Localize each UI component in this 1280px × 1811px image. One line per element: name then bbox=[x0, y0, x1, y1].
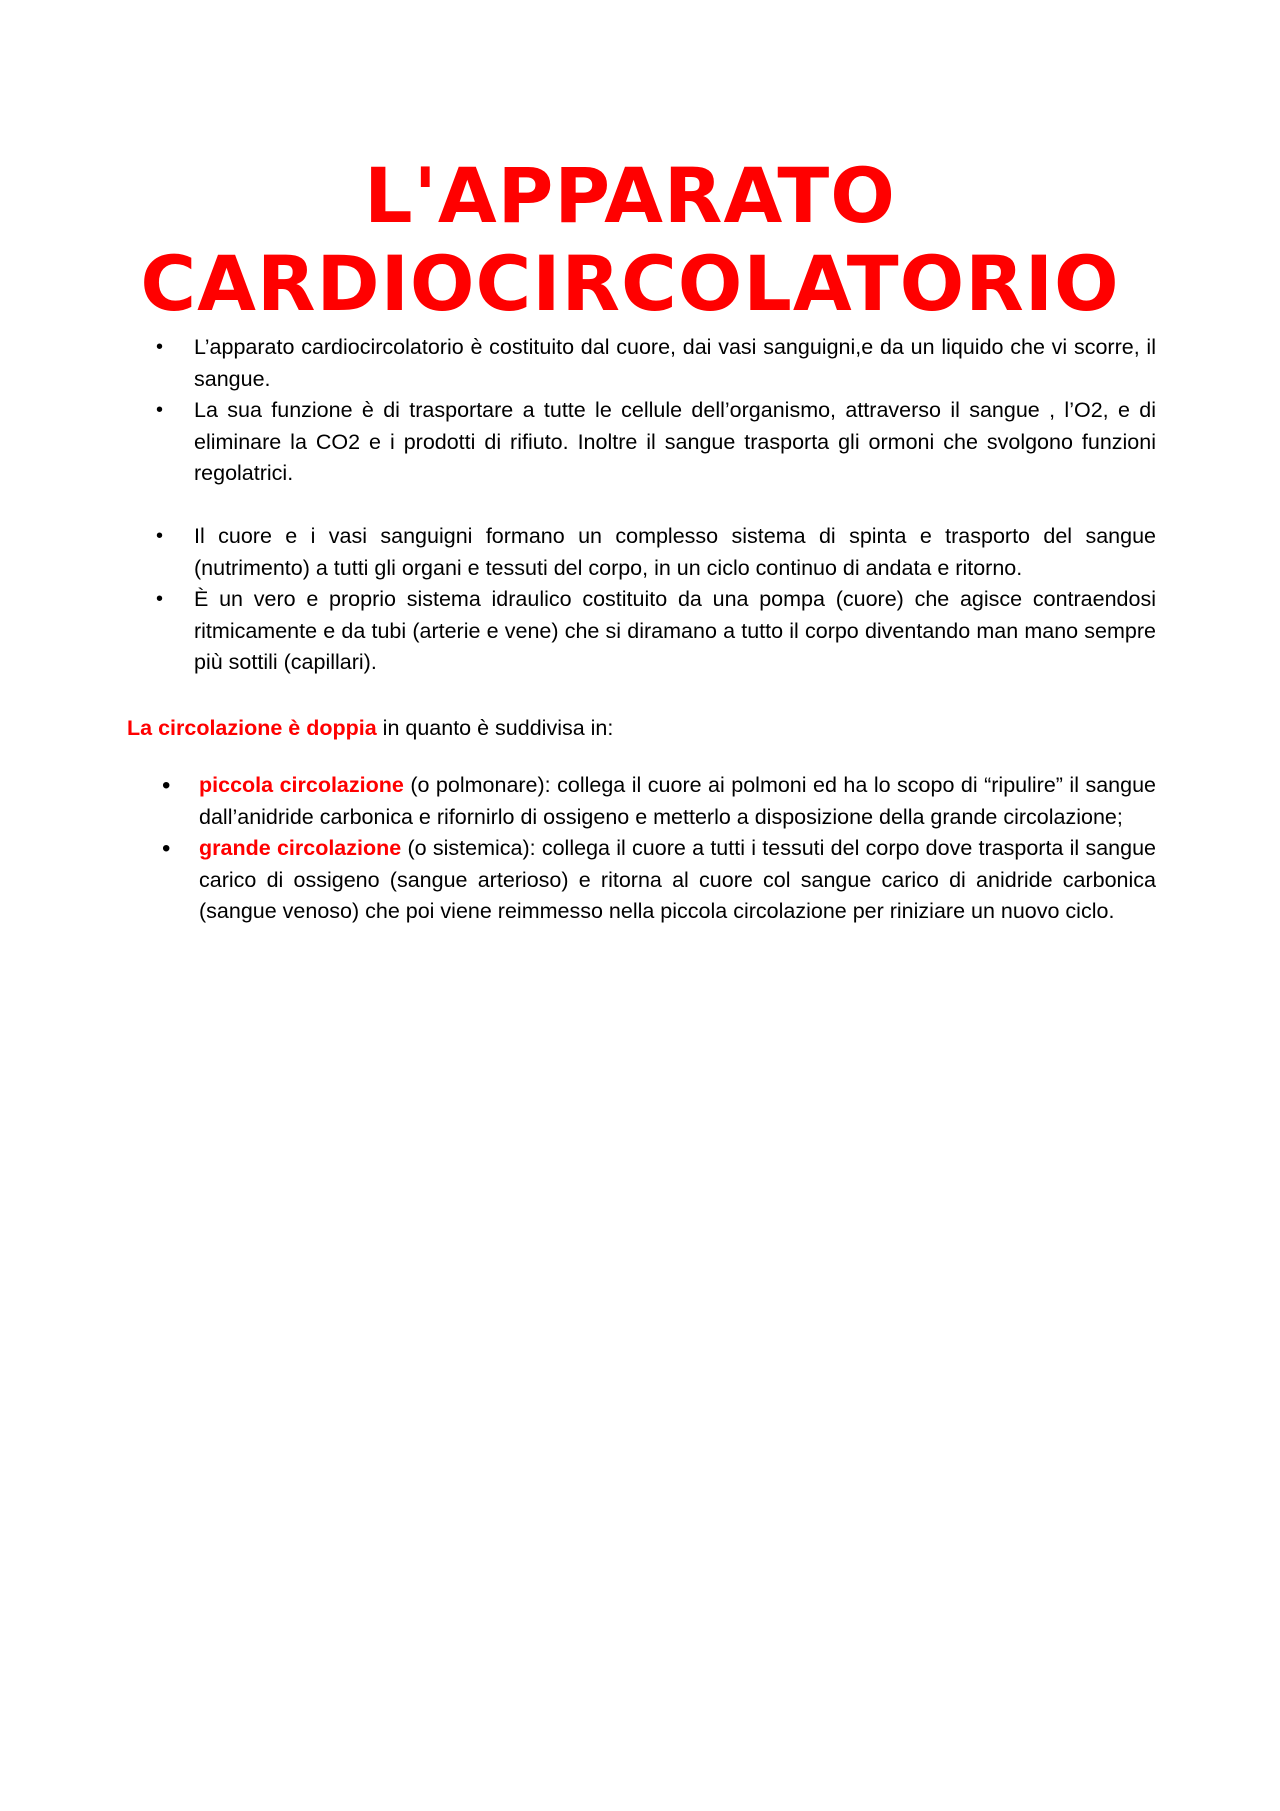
title-line-1: L'APPARATO bbox=[364, 151, 896, 240]
circulation-intro-text: in quanto è suddivisa in: bbox=[376, 716, 614, 740]
circulation-highlight: La circolazione è doppia bbox=[127, 716, 377, 740]
title-line-2: CARDIOCIRCOLATORIO bbox=[140, 239, 1120, 328]
bullet-icon: • bbox=[156, 588, 164, 610]
circulation-description: (o polmonare): collega il cuore ai polmoni ed ha lo scopo di “ripulire” il sangue dall’anidride carbonica e rifornirlo di ossigeno e metterlo a disposizione della grande circolazione; bbox=[199, 773, 1156, 829]
bullet-icon: • bbox=[162, 772, 171, 799]
bullet-icon: • bbox=[156, 525, 164, 547]
circulation-bullet-list bbox=[162, 770, 1156, 928]
intro-bullet-list bbox=[156, 332, 1156, 679]
circulation-intro-paragraph bbox=[127, 713, 1157, 745]
bullet-icon: • bbox=[162, 835, 171, 862]
list-item-text: La sua funzione è di trasportare a tutte le cellule dell’organismo, attraverso il sangue , l’O2, e di eliminare la CO2 e i prodotti di rifiuto. Inoltre il sangue trasporta gli ormoni che svolgono funzioni regolatrici. bbox=[194, 398, 1156, 485]
list-item-text: Il cuore e i vasi sanguigni formano un complesso sistema di spinta e trasporto del sangue (nutrimento) a tutti gli organi e tessuti del corpo, in un ciclo continuo di andata e ritorno. bbox=[194, 524, 1156, 580]
list-item bbox=[156, 395, 1156, 490]
circulation-term: grande circolazione bbox=[199, 836, 402, 860]
circulation-term: piccola circolazione bbox=[199, 773, 404, 797]
circulation-description: (o sistemica): collega il cuore a tutti i tessuti del corpo dove trasporta il sangue carico di ossigeno (sangue arterioso) e ritorna al cuore col sangue carico di anidride carbonica (sangue venoso) che poi viene reimmesso nella piccola circolazione per riniziare un nuovo ciclo. bbox=[199, 836, 1156, 923]
bullet-icon: • bbox=[156, 336, 164, 358]
page-title bbox=[120, 152, 1140, 328]
list-item bbox=[162, 770, 1156, 833]
list-item bbox=[162, 833, 1156, 928]
list-item-text: È un vero e proprio sistema idraulico costituito da una pompa (cuore) che agisce contraendosi ritmicamente e da tubi (arterie e vene) che si diramano a tutto il corpo diventando man mano sempre più sottili (capillari). bbox=[194, 587, 1156, 674]
list-item bbox=[156, 332, 1156, 395]
list-item bbox=[156, 584, 1156, 679]
list-item-text: L’apparato cardiocircolatorio è costituito dal cuore, dai vasi sanguigni,e da un liquido che vi scorre, il sangue. bbox=[194, 335, 1156, 391]
list-item bbox=[156, 521, 1156, 584]
bullet-icon: • bbox=[156, 399, 164, 421]
